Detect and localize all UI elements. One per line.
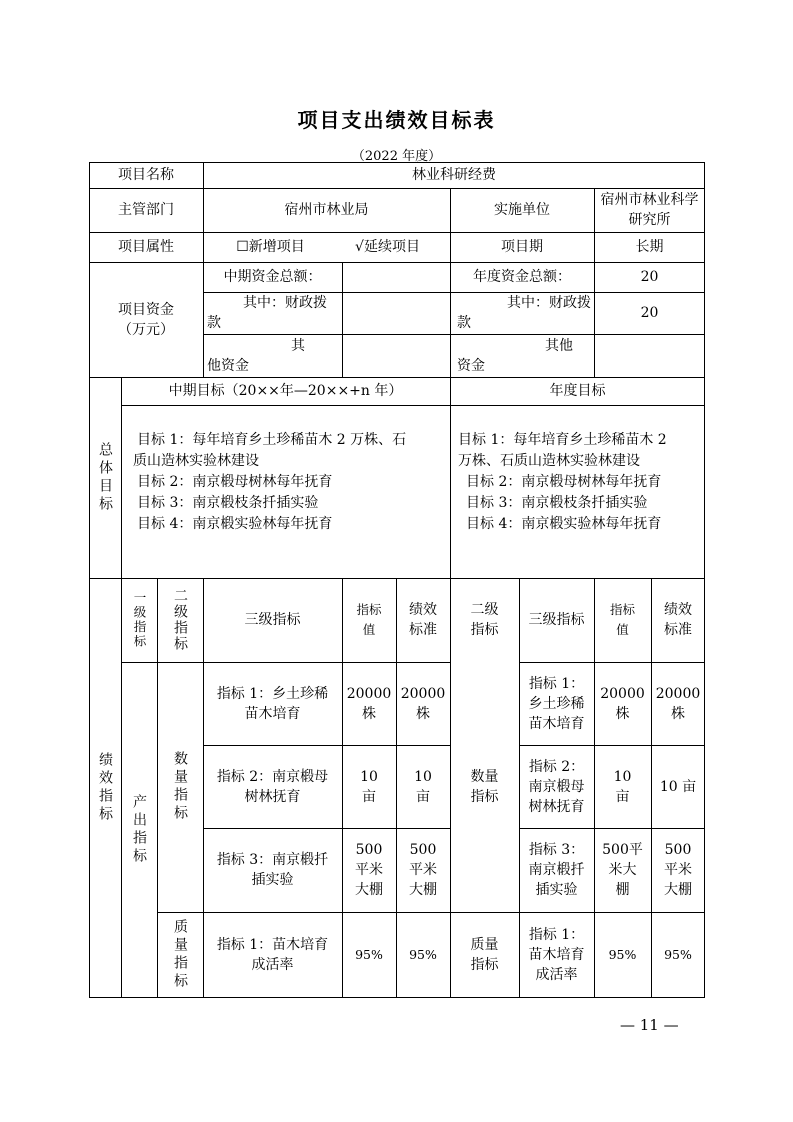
period-label: 项目期 <box>501 239 543 255</box>
year-indicator-name: 指标 1：苗木培育成活率 <box>528 926 585 983</box>
indicator-value: 500平米大棚 <box>355 842 383 898</box>
mid-total-label: 中期资金总额： <box>223 269 322 285</box>
col-std-header: 绩效标准 <box>409 602 437 638</box>
quantity-indicator-label: 数量指标 <box>172 751 188 823</box>
year-total-value: 20 <box>640 269 659 285</box>
year-goal-header: 年度目标 <box>549 383 606 399</box>
year-goal-line: 目标 3：南京椴枝条扦插实验 <box>466 495 648 511</box>
col-l3-header: 三级指标 <box>244 612 301 628</box>
year-other-value <box>594 334 705 377</box>
indicator-standard: 95% <box>409 946 437 962</box>
mid-goals-text <box>133 430 407 535</box>
mid-fiscal-label: 其中：财政拨款 <box>207 295 327 331</box>
mid-goal-line: 目标 3：南京椴枝条扦插实验 <box>137 495 319 511</box>
period-value: 长期 <box>635 239 664 255</box>
year-indicator-value: 95% <box>608 946 637 962</box>
funds-label: 项目资金（万元） <box>118 301 174 338</box>
mid-goal-line: 目标 2：南京椴母树林每年抚育 <box>137 474 333 490</box>
year-fiscal-label: 其中：财政拨款 <box>457 295 591 331</box>
year-subtitle: （2022 年度） <box>351 149 442 164</box>
page-title: 项目支出绩效目标表 <box>297 108 496 132</box>
attr-continued-checkbox: √延续项目 <box>355 239 420 255</box>
year-indicator-standard: 95% <box>664 946 692 962</box>
year-indicator-name: 指标 3：南京椴扦插实验 <box>528 842 585 898</box>
indicator-value: 95% <box>355 946 383 962</box>
unit-value: 宿州市林业科学研究所 <box>600 192 699 228</box>
year-indicator-value: 10亩 <box>613 768 632 805</box>
year-indicator-name: 指标 1：乡土珍稀苗木培育 <box>528 675 585 732</box>
year-quantity-indicator-label: 数量指标 <box>470 769 499 805</box>
mid-goal-header: 中期目标（20××年—20××+n 年） <box>168 383 403 399</box>
year-indicator-standard: 20000株 <box>655 685 701 722</box>
page-number: — 11 — <box>620 1016 679 1034</box>
year-indicator-standard: 10 亩 <box>659 778 697 795</box>
indicator-value: 10亩 <box>360 768 378 805</box>
mid-other-value <box>342 334 450 377</box>
indicator-name: 指标 2：南京椴母树林抚育 <box>216 768 329 805</box>
year-total-label: 年度资金总额： <box>473 269 571 285</box>
year-col-std-header: 绩效标准 <box>664 602 692 638</box>
year-col-l2-header: 二级指标 <box>470 602 499 638</box>
col-l2-header: 二级指标 <box>172 588 188 652</box>
project-name: 林业科研经费 <box>412 167 496 183</box>
year-goal-line: 万株、石质山造林实验林建设 <box>458 453 640 469</box>
dept-value: 宿州市林业局 <box>284 202 369 218</box>
output-indicator-label: 产出指标 <box>131 793 147 866</box>
project-name-label: 项目名称 <box>118 167 174 183</box>
mid-goal-line: 目标 1：每年培育乡土珍稀苗木 2 万株、石 <box>137 432 407 448</box>
quality-indicator-label: 质量指标 <box>172 918 188 991</box>
indicator-standard: 500平米大棚 <box>409 842 437 898</box>
indicator-name: 指标 1：苗木培育成活率 <box>216 936 329 973</box>
perf-label: 绩效指标 <box>97 751 113 824</box>
year-goal-line: 目标 1：每年培育乡土珍稀苗木 2 <box>458 432 667 448</box>
year-col-val-header: 指标值 <box>609 602 635 637</box>
mid-total-value <box>342 262 450 292</box>
year-indicator-standard: 500平米大棚 <box>664 842 692 898</box>
year-other-label: 其他资金 <box>457 338 573 374</box>
indicator-name: 指标 1：乡土珍稀苗木培育 <box>216 685 329 722</box>
indicator-standard: 20000株 <box>400 685 446 722</box>
mid-goal-line: 质山造林实验林建设 <box>133 453 259 469</box>
mid-fiscal-value <box>342 292 450 334</box>
year-indicator-value: 500平米大棚 <box>602 842 643 898</box>
col-val-header: 指标值 <box>356 602 382 637</box>
year-goals-text <box>458 430 667 535</box>
year-fiscal-value: 20 <box>640 305 659 321</box>
indicator-value: 20000株 <box>346 685 392 722</box>
mid-other-label: 其他资金 <box>207 338 305 374</box>
year-goal-line: 目标 2：南京椴母树林每年抚育 <box>466 474 662 490</box>
attr-label: 项目属性 <box>118 239 174 255</box>
col-l1-header: 一级指标 <box>132 591 147 649</box>
indicator-name: 指标 3：南京椴扦插实验 <box>216 852 329 888</box>
indicator-standard: 10亩 <box>414 768 432 805</box>
unit-label: 实施单位 <box>494 202 550 218</box>
goals-label: 总体目标 <box>97 441 113 514</box>
dept-label: 主管部门 <box>118 202 174 218</box>
year-goal-line: 目标 4：南京椴实验林每年抚育 <box>466 516 662 532</box>
year-quality-indicator-label: 质量指标 <box>470 936 499 973</box>
mid-goal-line: 目标 4：南京椴实验林每年抚育 <box>137 516 333 532</box>
attr-new-checkbox: ☐新增项目 <box>236 239 305 255</box>
year-indicator-value: 20000株 <box>600 685 645 722</box>
year-indicator-name: 指标 2：南京椴母树林抚育 <box>528 758 585 815</box>
year-col-l3-header: 三级指标 <box>528 612 585 628</box>
